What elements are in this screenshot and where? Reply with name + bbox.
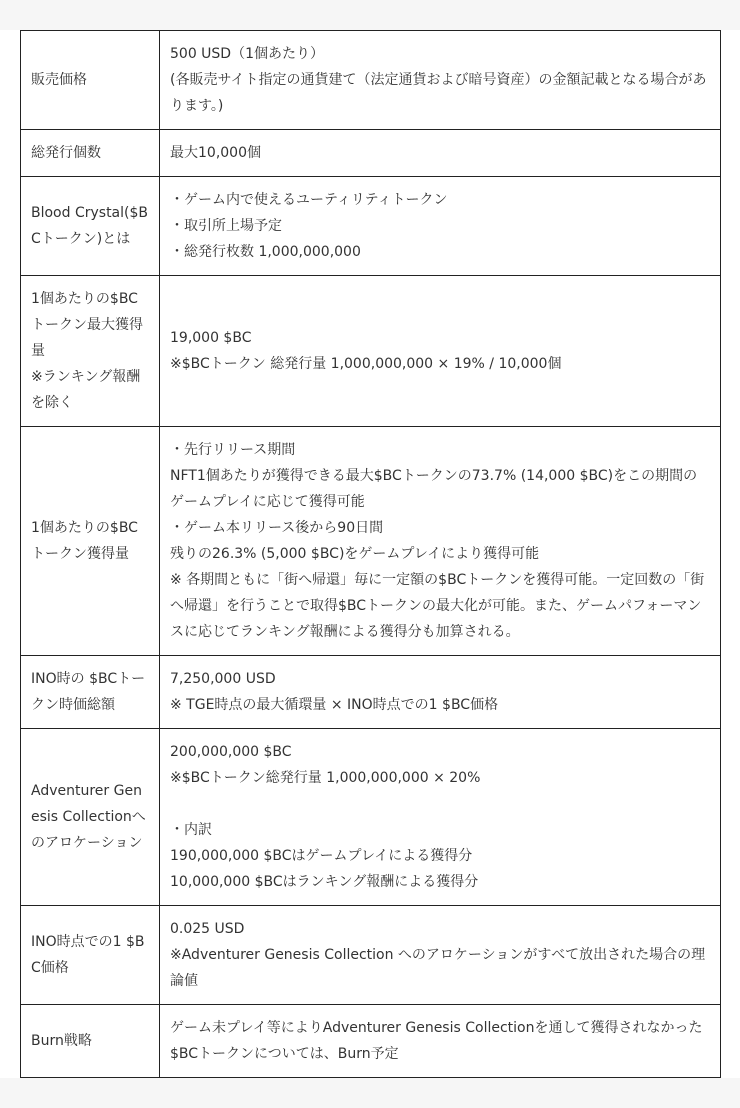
row-key — [21, 427, 160, 656]
table-row — [21, 906, 721, 1005]
row-key — [21, 130, 160, 177]
value-line: 200,000,000 $BC — [170, 744, 292, 760]
table-row — [21, 1005, 721, 1078]
table-row — [21, 729, 721, 906]
value-line: NFT1個あたりが獲得できる最大$BCトークンの73.7% (14,000 $BC)をこの期間のゲームプレイに応じて獲得可能 — [170, 468, 698, 510]
key-line: INO時点での1 $BC価格 — [31, 934, 145, 976]
key-line: 販売価格 — [31, 72, 87, 88]
value-line: 最大10,000個 — [170, 145, 261, 161]
row-value — [160, 177, 721, 276]
table-row — [21, 130, 721, 177]
row-key — [21, 656, 160, 729]
value-line — [170, 791, 710, 817]
value-line: ゲーム未プレイ等によりAdventurer Genesis Collectionを通して獲得されなかった$BCトークンについては、Burn予定 — [170, 1020, 703, 1062]
value-line: ※$BCトークン総発行量 1,000,000,000 × 20% — [170, 770, 481, 786]
value-line: ・総発行枚数 1,000,000,000 — [170, 244, 361, 260]
row-key — [21, 906, 160, 1005]
nft-spec-table — [20, 30, 721, 1078]
value-line: ・先行リリース期間 — [170, 442, 296, 458]
row-key — [21, 1005, 160, 1078]
value-line: 500 USD（1個あたり） — [170, 46, 324, 62]
value-line: 残りの26.3% (5,000 $BC)をゲームプレイにより獲得可能 — [170, 546, 540, 562]
key-line: INO時の $BCトークン時価総額 — [31, 671, 146, 713]
value-line: ※ 各期間ともに「街へ帰還」毎に一定額の$BCトークンを獲得可能。一定回数の「街へ帰還」を行うことで取得$BCトークンの最大化が可能。また、ゲームパフォーマンスに応じてランキング報酬による獲得分も加算される。 — [170, 572, 705, 640]
table-row — [21, 177, 721, 276]
key-line: 1個あたりの$BCトークン最大獲得量 — [31, 291, 143, 359]
key-line: Burn戦略 — [31, 1033, 92, 1049]
value-line: ※$BCトークン 総発行量 1,000,000,000 × 19% / 10,000個 — [170, 356, 562, 372]
value-line: ※Adventurer Genesis Collection へのアロケーションがすべて放出された場合の理論値 — [170, 947, 706, 989]
key-line: Blood Crystal($BCトークン)とは — [31, 205, 149, 247]
key-line: 総発行個数 — [31, 145, 101, 161]
value-line: ・内訳 — [170, 822, 212, 838]
key-line: Adventurer Genesis Collectionへのアロケーション — [31, 783, 146, 851]
row-value — [160, 276, 721, 427]
row-value — [160, 427, 721, 656]
row-value — [160, 130, 721, 177]
value-line: ・ゲーム内で使えるユーティリティトークン — [170, 192, 448, 208]
table-row — [21, 276, 721, 427]
row-value — [160, 656, 721, 729]
value-line: (各販売サイト指定の通貨建て（法定通貨および暗号資産）の金額記載となる場合があります。) — [170, 72, 707, 114]
key-note: ※ランキング報酬を除く — [31, 369, 141, 411]
row-key — [21, 31, 160, 130]
row-value — [160, 729, 721, 906]
value-line: 190,000,000 $BCはゲームプレイによる獲得分 — [170, 848, 473, 864]
row-key — [21, 276, 160, 427]
value-line: 19,000 $BC — [170, 330, 252, 346]
value-line: ・取引所上場予定 — [170, 218, 282, 234]
key-line: 1個あたりの$BCトークン獲得量 — [31, 520, 138, 562]
table-row — [21, 656, 721, 729]
row-value — [160, 31, 721, 130]
value-line: 7,250,000 USD — [170, 671, 276, 687]
value-line: ※ TGE時点の最大循環量 × INO時点での1 $BC価格 — [170, 697, 499, 713]
row-key — [21, 729, 160, 906]
row-key — [21, 177, 160, 276]
value-line: 0.025 USD — [170, 921, 245, 937]
row-value — [160, 906, 721, 1005]
value-line: 10,000,000 $BCはランキング報酬による獲得分 — [170, 874, 479, 890]
value-line: ・ゲーム本リリース後から90日間 — [170, 520, 384, 536]
table-row — [21, 427, 721, 656]
row-value — [160, 1005, 721, 1078]
table-row — [21, 31, 721, 130]
